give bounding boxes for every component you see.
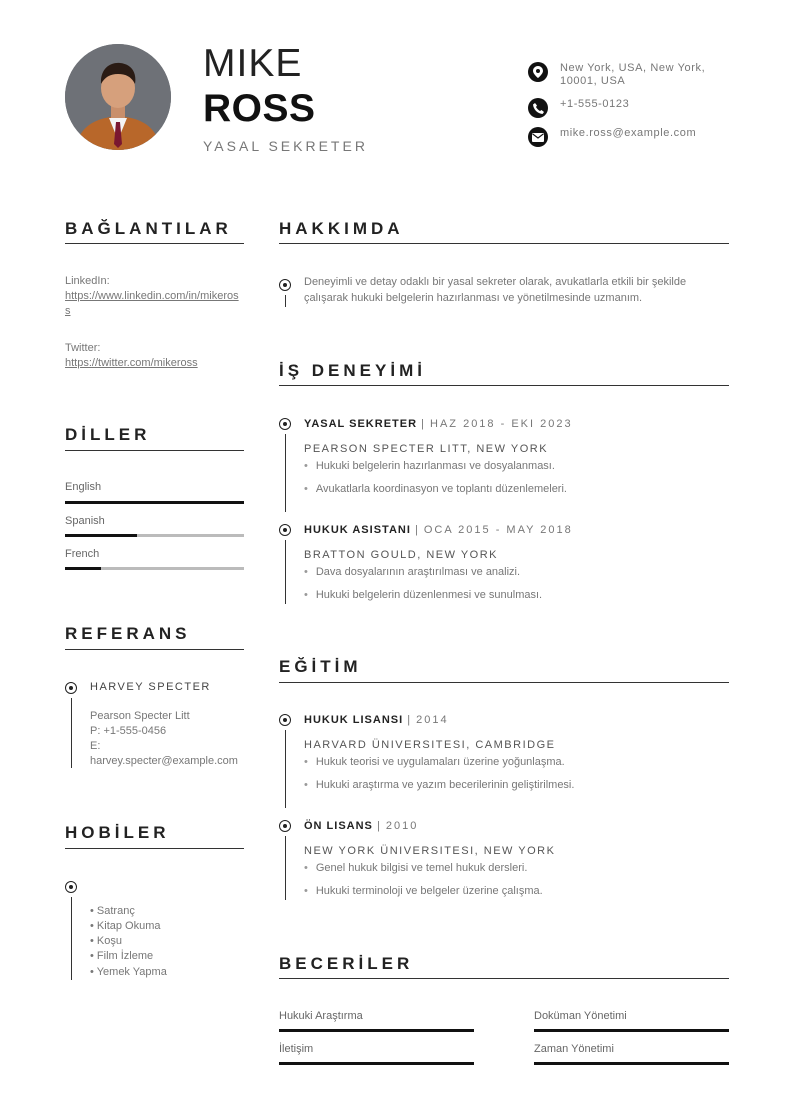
contact-address	[528, 62, 738, 88]
skill-label: Doküman Yönetimi	[534, 1010, 627, 1022]
hobby-item: • Film İzleme	[90, 950, 154, 962]
separator: |	[421, 418, 426, 430]
contact-phone	[528, 98, 738, 118]
twitter-label: Twitter:	[65, 342, 101, 354]
hobbies-title: HOBİLER	[65, 823, 170, 842]
hobbies-timeline-dot	[65, 881, 77, 893]
hobbies-timeline-line	[71, 897, 72, 980]
languages-title: DİLLER	[65, 425, 151, 444]
skill-bar	[534, 1062, 729, 1065]
education-bullet: • Hukuk teorisi ve uygulamaları üzerine yoğunlaşma.	[304, 755, 565, 769]
hobby-item: • Yemek Yapma	[90, 966, 167, 978]
job-timeline-line	[285, 434, 286, 512]
education-year: 2014	[416, 714, 449, 726]
job-timeline-line	[285, 540, 286, 604]
education-rule	[279, 682, 729, 683]
education-bullet: • Hukuki terminoloji ve belgeler üzerine çalışma.	[304, 884, 543, 898]
language-french-bar	[65, 567, 244, 570]
education-timeline-dot	[279, 820, 291, 832]
reference-timeline-line	[71, 698, 72, 768]
linkedin-link[interactable]: https://www.linkedin.com/in/mikeross	[65, 290, 239, 317]
reference-timeline-dot	[65, 682, 77, 694]
references-rule	[65, 649, 244, 650]
separator: |	[376, 820, 382, 832]
education-school: HARVARD ÜNIVERSITESI, CAMBRIDGE	[304, 739, 556, 751]
education-year: 2010	[385, 820, 419, 832]
reference-company: Pearson Specter Litt	[90, 710, 190, 722]
language-french-label: French	[65, 548, 100, 560]
education-heading	[304, 820, 418, 832]
job-dates: OCA 2015 - MAY 2018	[423, 524, 573, 536]
about-timeline-dot	[279, 279, 291, 291]
skill-bar	[279, 1062, 474, 1065]
reference-name: HARVEY SPECTER	[90, 681, 211, 693]
hobby-item: • Kitap Okuma	[90, 920, 161, 932]
hobbies-rule	[65, 848, 244, 849]
education-bullet: • Genel hukuk bilgisi ve temel hukuk dersleri.	[304, 861, 527, 875]
about-timeline-line	[285, 295, 286, 307]
education-title: EĞİTİM	[279, 657, 362, 676]
education-timeline-line	[285, 730, 286, 808]
email-text[interactable]: mike.ross@example.com	[560, 127, 697, 139]
education-degree: HUKUK LISANSI	[304, 714, 404, 726]
language-spanish-bar	[65, 534, 244, 537]
job-bullet: • Hukuki belgelerin düzenlenmesi ve sunulması.	[304, 588, 542, 602]
job-bullet: • Avukatlarla koordinasyon ve toplantı düzenlemeleri.	[304, 482, 567, 496]
skills-rule	[279, 978, 729, 979]
linkedin-label: LinkedIn:	[65, 275, 110, 287]
phone-icon	[528, 98, 548, 118]
job-company: PEARSON SPECTER LITT, NEW YORK	[304, 443, 549, 455]
about-rule	[279, 243, 729, 244]
connections-title: BAĞLANTILAR	[65, 219, 232, 238]
phone-text: +1-555-0123	[560, 98, 630, 110]
job-bullet: • Dava dosyalarının araştırılması ve analizi.	[304, 565, 520, 579]
reference-phone: P: +1-555-0456	[90, 725, 167, 737]
connections-rule	[65, 243, 244, 244]
language-english-bar	[65, 501, 244, 504]
education-timeline-dot	[279, 714, 291, 726]
about-text: Deneyimli ve detay odaklı bir yasal sekreter olarak, avukatlarla etkili bir şekilde çalışarak hukuki belgelerin hazırlanması ve yönetilmesinde uzmanım.	[304, 276, 687, 304]
about-title: HAKKIMDA	[279, 219, 404, 238]
twitter-link[interactable]: https://twitter.com/mikeross	[65, 357, 198, 369]
education-degree: ÖN LISANS	[304, 820, 373, 832]
language-english-fill	[65, 501, 244, 504]
education-bullet: • Hukuki araştırma ve yazım becerilerinin geliştirilmesi.	[304, 778, 574, 792]
language-english-label: English	[65, 481, 102, 493]
skill-bar	[534, 1029, 729, 1032]
email-icon	[528, 127, 548, 147]
skill-label: Zaman Yönetimi	[534, 1043, 614, 1055]
job-title: YASAL SEKRETER	[203, 138, 368, 154]
hobby-item: • Koşu	[90, 935, 122, 947]
location-pin-icon	[528, 62, 548, 82]
first-name: MIKE	[203, 42, 303, 85]
job-dates: HAZ 2018 - EKI 2023	[430, 418, 573, 430]
address-text: New York, USA, New York, 10001, USA	[560, 62, 706, 87]
language-spanish-fill	[65, 534, 137, 537]
experience-rule	[279, 385, 729, 386]
profile-photo	[65, 44, 171, 150]
experience-title: İŞ DENEYİMİ	[279, 361, 426, 380]
language-spanish-label: Spanish	[65, 515, 105, 527]
skill-label: İletişim	[279, 1043, 314, 1055]
separator: |	[414, 524, 420, 536]
languages-rule	[65, 450, 244, 451]
last-name: ROSS	[203, 87, 316, 130]
job-heading	[304, 524, 573, 536]
references-title: REFERANS	[65, 624, 191, 643]
job-role: YASAL SEKRETER	[304, 418, 418, 430]
skill-bar	[279, 1029, 474, 1032]
job-role: HUKUK ASISTANI	[304, 524, 411, 536]
job-heading	[304, 418, 573, 430]
job-company: BRATTON GOULD, NEW YORK	[304, 549, 499, 561]
job-timeline-dot	[279, 524, 291, 536]
language-french-fill	[65, 567, 101, 570]
reference-email: E: harvey.specter@example.com	[90, 740, 238, 767]
separator: |	[407, 714, 413, 726]
hobby-item: • Satranç	[90, 905, 135, 917]
education-school: NEW YORK ÜNIVERSITESI, NEW YORK	[304, 845, 556, 857]
skills-title: BECERİLER	[279, 954, 414, 973]
skill-label: Hukuki Araştırma	[279, 1010, 363, 1022]
education-timeline-line	[285, 836, 286, 900]
job-timeline-dot	[279, 418, 291, 430]
education-heading	[304, 714, 449, 726]
job-bullet: • Hukuki belgelerin hazırlanması ve dosyalanması.	[304, 459, 555, 473]
contact-email	[528, 127, 738, 147]
